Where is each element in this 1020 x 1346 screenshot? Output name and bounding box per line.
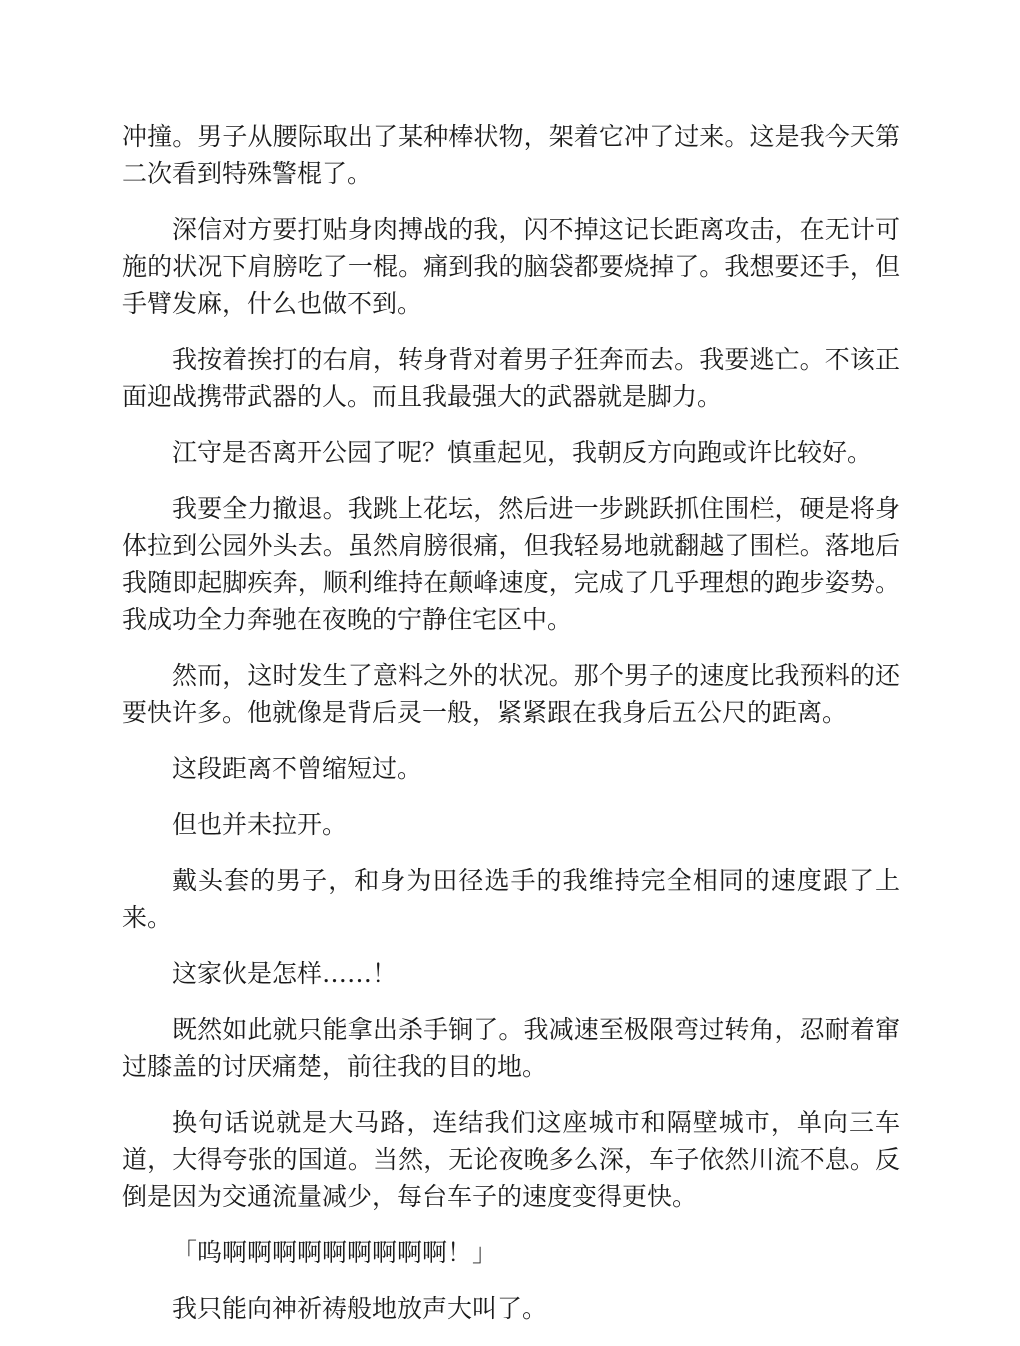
paragraph: 我要全力撤退。我跳上花坛，然后进一步跳跃抓住围栏，硬是将身体拉到公园外头去。虽然肩膀很痛，但我轻易地就翻越了围栏。落地后我随即起脚疾奔，顺利维持在颠峰速度，完成了几乎理想的跑步姿势。我成功全力奔驰在夜晚的宁静住宅区中。 <box>122 494 900 634</box>
paragraph: 我按着挨打的右肩，转身背对着男子狂奔而去。我要逃亡。不该正面迎战携带武器的人。而且我最强大的武器就是脚力。 <box>122 345 900 411</box>
paragraph: 换句话说就是大马路，连结我们这座城市和隔壁城市，单向三车道，大得夸张的国道。当然，无论夜晚多么深，车子依然川流不息。反倒是因为交通流量减少，每台车子的速度变得更快。 <box>122 1108 900 1211</box>
paragraph: 既然如此就只能拿出杀手锏了。我减速至极限弯过转角，忍耐着窜过膝盖的讨厌痛楚，前往我的目的地。 <box>122 1015 900 1081</box>
paragraph: 这段距离不曾缩短过。 <box>172 754 423 783</box>
paragraph: 这家伙是怎样……！ <box>172 959 398 988</box>
paragraph: 我只能向神祈祷般地放声大叫了。 <box>172 1294 548 1323</box>
paragraph: 冲撞。男子从腰际取出了某种棒状物，架着它冲了过来。这是我今天第二次看到特殊警棍了。 <box>122 122 900 188</box>
body-text <box>122 118 900 1346</box>
paragraph: 但也并未拉开。 <box>172 810 348 839</box>
paragraph: 然而，这时发生了意料之外的状况。那个男子的速度比我预料的还要快许多。他就像是背后灵一般，紧紧跟在我身后五公尺的距离。 <box>122 661 900 727</box>
paragraph: 戴头套的男子，和身为田径选手的我维持完全相同的速度跟了上来。 <box>122 866 900 932</box>
paragraph: 江守是否离开公园了呢？慎重起见，我朝反方向跑或许比较好。 <box>172 438 873 467</box>
paragraph: 深信对方要打贴身肉搏战的我，闪不掉这记长距离攻击，在无计可施的状况下肩膀吃了一棍。痛到我的脑袋都要烧掉了。我想要还手，但手臂发麻，什么也做不到。 <box>122 215 900 318</box>
paragraph: 「呜啊啊啊啊啊啊啊啊啊！」 <box>172 1238 498 1267</box>
